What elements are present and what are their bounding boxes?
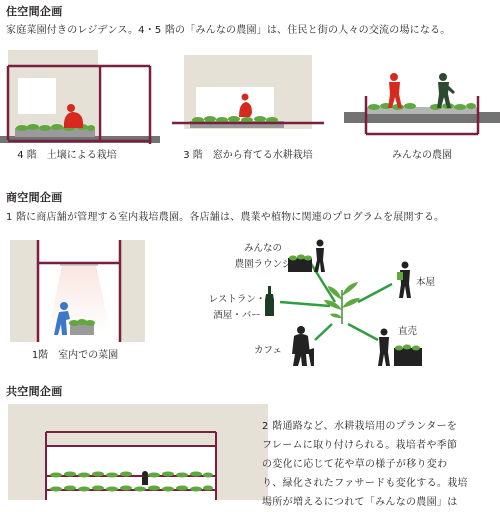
shared-paragraph-line-5: 場所が増えるにつれて「みんなの農園」は [262, 497, 458, 508]
person-figure [142, 471, 148, 485]
shared-heading: 共空間企画 [6, 385, 63, 398]
resident-figure-red [388, 73, 402, 108]
leaf-icon [324, 282, 360, 324]
caption-4f: 4 階 土壌による栽培 [17, 150, 117, 161]
community-farm-diagram [344, 68, 500, 138]
commercial-description: 1 階に商店舗が管理する室内栽培農園。各店舗は、農業や植物に関連のプログラムを展開する。 [6, 212, 445, 223]
node-restaurant-line1: レストラン・ [208, 294, 266, 305]
node-lounge [233, 241, 293, 273]
residential-heading: 住空間企画 [6, 5, 63, 18]
node-cafe: カフェ [254, 345, 283, 356]
residential-4f-diagram [0, 40, 160, 145]
node-lounge-line2: 農園ラウンジ [234, 259, 292, 270]
window [18, 78, 56, 114]
connection-lines [280, 262, 392, 340]
node-restaurant [207, 292, 267, 324]
node-lounge-line1: みんなの [243, 243, 282, 254]
shared-paragraph-line-2: フレームに取り付けられる。栽培者や季節 [262, 440, 458, 451]
shared-paragraph-line-3: の変化に応じて花や草の様子が移り変わ [262, 459, 448, 470]
node-bookstore: 本屋 [416, 277, 436, 288]
visitor-figure-green [437, 73, 455, 108]
residential-3f-diagram [172, 55, 332, 135]
cafe-figure-icon [292, 326, 314, 366]
shared-paragraph [262, 417, 468, 512]
caption-community-farm: みんなの農園 [392, 150, 452, 161]
commercial-heading: 商空間企画 [6, 191, 63, 204]
window [196, 87, 274, 121]
shared-paragraph-line-4: り、緑化されたファサードも変化する。栽培 [262, 478, 468, 489]
caption-3f: 3 階 窓から育てる水耕栽培 [183, 150, 313, 161]
node-restaurant-line2: 酒屋・バー [213, 310, 261, 321]
bookstore-figure-icon [397, 262, 411, 299]
facade-planter-diagram [8, 404, 268, 500]
caption-1f: 1階 室内での菜園 [31, 350, 119, 361]
shared-paragraph-line-1: 2 階通路など、水耕栽培用のプランターを [262, 421, 458, 432]
residential-description: 家庭菜園付きのレジデンス。4・5 階の「みんなの農園」は、住民と街の人々の交流の場になる。 [6, 25, 451, 36]
lounge-icon [288, 240, 325, 273]
node-direct-sales: 直売 [398, 326, 418, 337]
indoor-garden-diagram [10, 240, 145, 342]
